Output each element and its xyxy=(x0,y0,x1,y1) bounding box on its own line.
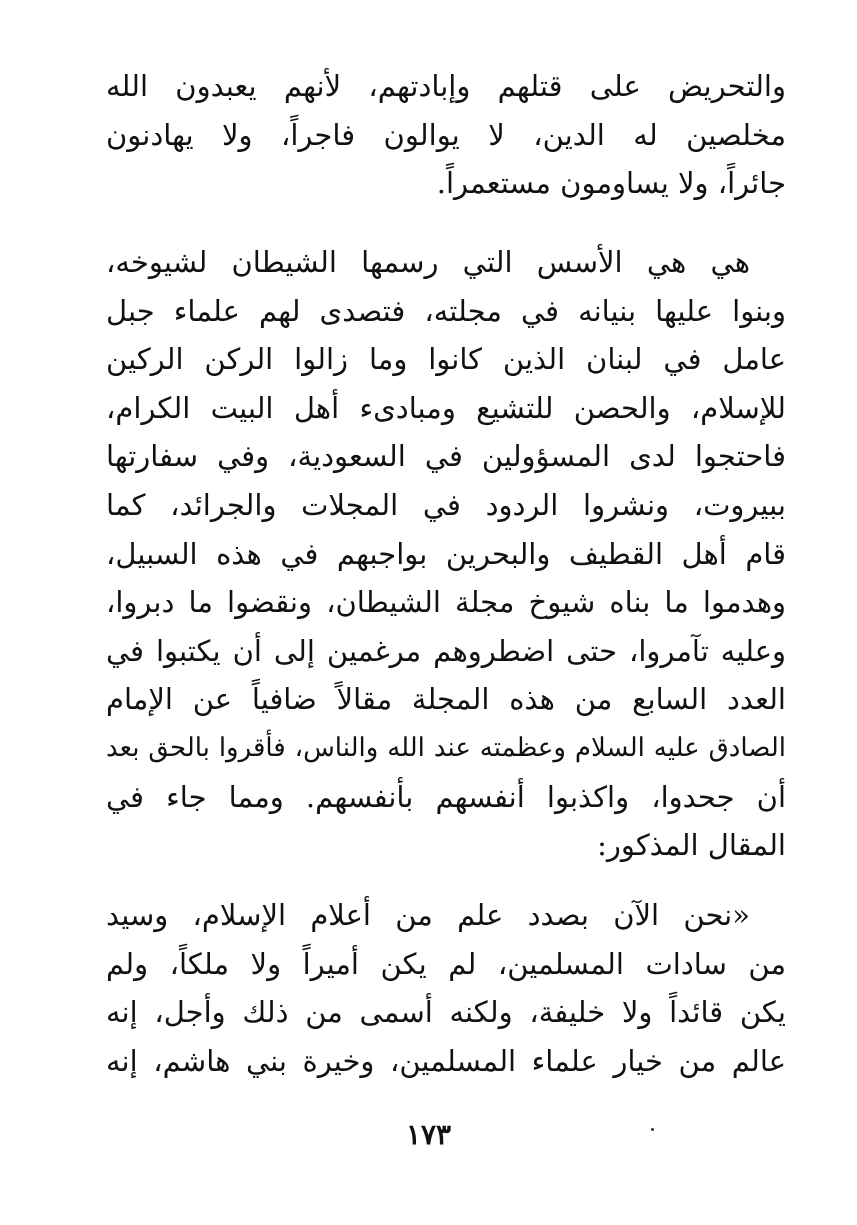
page-number: ١٧٣ xyxy=(405,1118,452,1151)
text-line: وهدموا ما بناه شيوخ مجلة الشيطان، ونقضوا ما دبروا، xyxy=(106,585,786,620)
text-line: فاحتجوا لدى المسؤولين في السعودية، وفي سفارتها xyxy=(106,439,786,474)
text-line: وبنوا عليها بنيانه في مجلته، فتصدى لهم علماء جبل xyxy=(106,293,786,328)
paragraph-3-quote xyxy=(106,891,786,1085)
text-line: والتحريض على قتلهم وإبادتهم، لأنهم يعبدون الله xyxy=(106,69,786,103)
text-line: الصادق عليه السلام وعظمته عند الله والناس، فأقروا بالحق بعد xyxy=(106,732,786,763)
text-line: قام أهل القطيف والبحرين بواجبهم في هذه السبيل، xyxy=(106,536,786,571)
paragraph-2 xyxy=(106,238,786,870)
text-line: العدد السابع من هذه المجلة مقالاً ضافياً عن الإمام xyxy=(106,682,786,717)
text-line: من سادات المسلمين، لم يكن أميراً ولا ملكاً، ولم xyxy=(106,946,786,981)
text-line: عامل في لبنان الذين كانوا وما زالوا الركن الركين xyxy=(106,342,786,377)
text-line: وعليه تآمروا، حتى اضطروهم مرغمين إلى أن يكتبوا في xyxy=(106,633,786,668)
text-line: جائراً، ولا يساومون مستعمراً. xyxy=(436,166,786,201)
text-line: يكن قائداً ولا خليفة، ولكنه أسمى من ذلك وأجل، إنه xyxy=(106,995,786,1030)
paragraph-1 xyxy=(106,62,786,208)
text-line: عالم من خيار علماء المسلمين، وخيرة بني هاشم، إنه xyxy=(106,1043,786,1078)
text-line: مخلصين له الدين، لا يوالون فاجراً، ولا يهادنون xyxy=(106,117,786,152)
text-line: للإسلام، والحصن للتشيع ومبادىء أهل البيت الكرام، xyxy=(106,390,786,425)
text-line: المقال المذكور: xyxy=(597,828,786,863)
text-line: ببيروت، ونشروا الردود في المجلات والجرائد، كما xyxy=(106,487,786,522)
text-line: أن جحدوا، واكذبوا أنفسهم بأنفسهم. ومما جاء في xyxy=(106,779,786,814)
text-line: «نحن الآن بصدد علم من أعلام الإسلام، وسيد xyxy=(106,898,750,932)
text-line: هي هي الأسس التي رسمها الشيطان لشيوخه، xyxy=(106,245,750,279)
